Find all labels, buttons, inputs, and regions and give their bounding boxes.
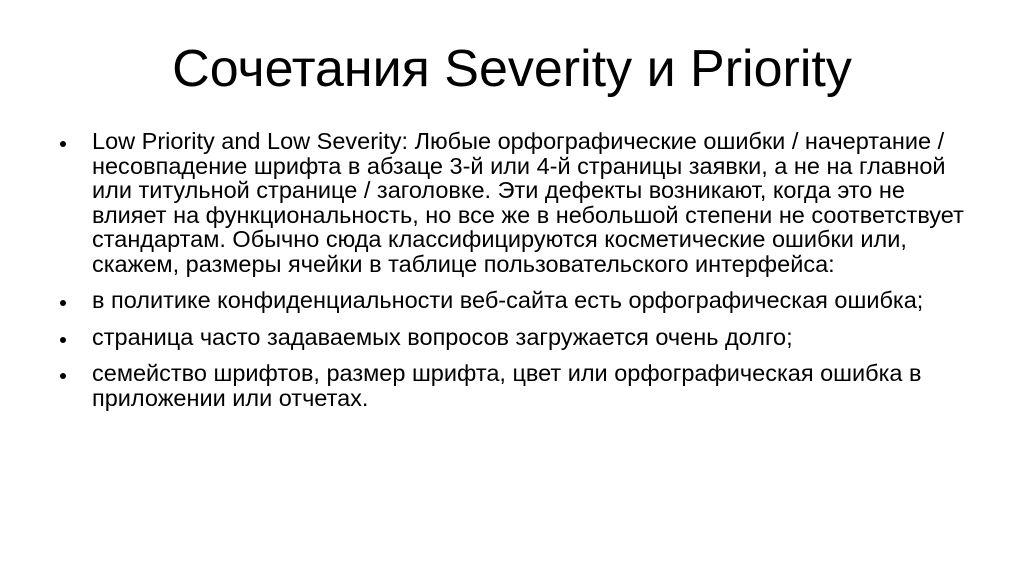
bullet-text: в политике конфиденциальности веб-сайта есть орфографическая ошибка; bbox=[92, 287, 924, 313]
bullet-dot-icon bbox=[60, 373, 66, 379]
bullet-text: семейство шрифтов, размер шрифта, цвет или орфографическая ошибка в приложении или отчетах. bbox=[92, 360, 922, 411]
bullet-list bbox=[56, 129, 976, 422]
bullet-item bbox=[56, 129, 976, 276]
bullet-text: Low Priority and Low Severity: Любые орфографические ошибки / начертание / несовпадение шрифта в абзаце 3-й или 4-й страницы заявки, а не на главной или титульной странице / заголовке. Эти дефекты возникают, когда это не влияет на функциональность, но все же в небольшой степени не соответствует стандартам. Обычно сюда классифицируются косметические ошибки или, скажем, размеры ячейки в таблице пользовательского интерфейса: bbox=[92, 128, 964, 277]
bullet-item bbox=[56, 325, 976, 350]
slide-title: Сочетания Severity и Priority bbox=[172, 40, 852, 98]
bullet-dot-icon bbox=[60, 337, 66, 343]
bullet-item bbox=[56, 361, 976, 410]
bullet-item bbox=[56, 288, 976, 313]
bullet-dot-icon bbox=[60, 300, 66, 306]
bullet-dot-icon bbox=[60, 141, 66, 147]
bullet-text: страница часто задаваемых вопросов загружается очень долго; bbox=[92, 323, 793, 350]
